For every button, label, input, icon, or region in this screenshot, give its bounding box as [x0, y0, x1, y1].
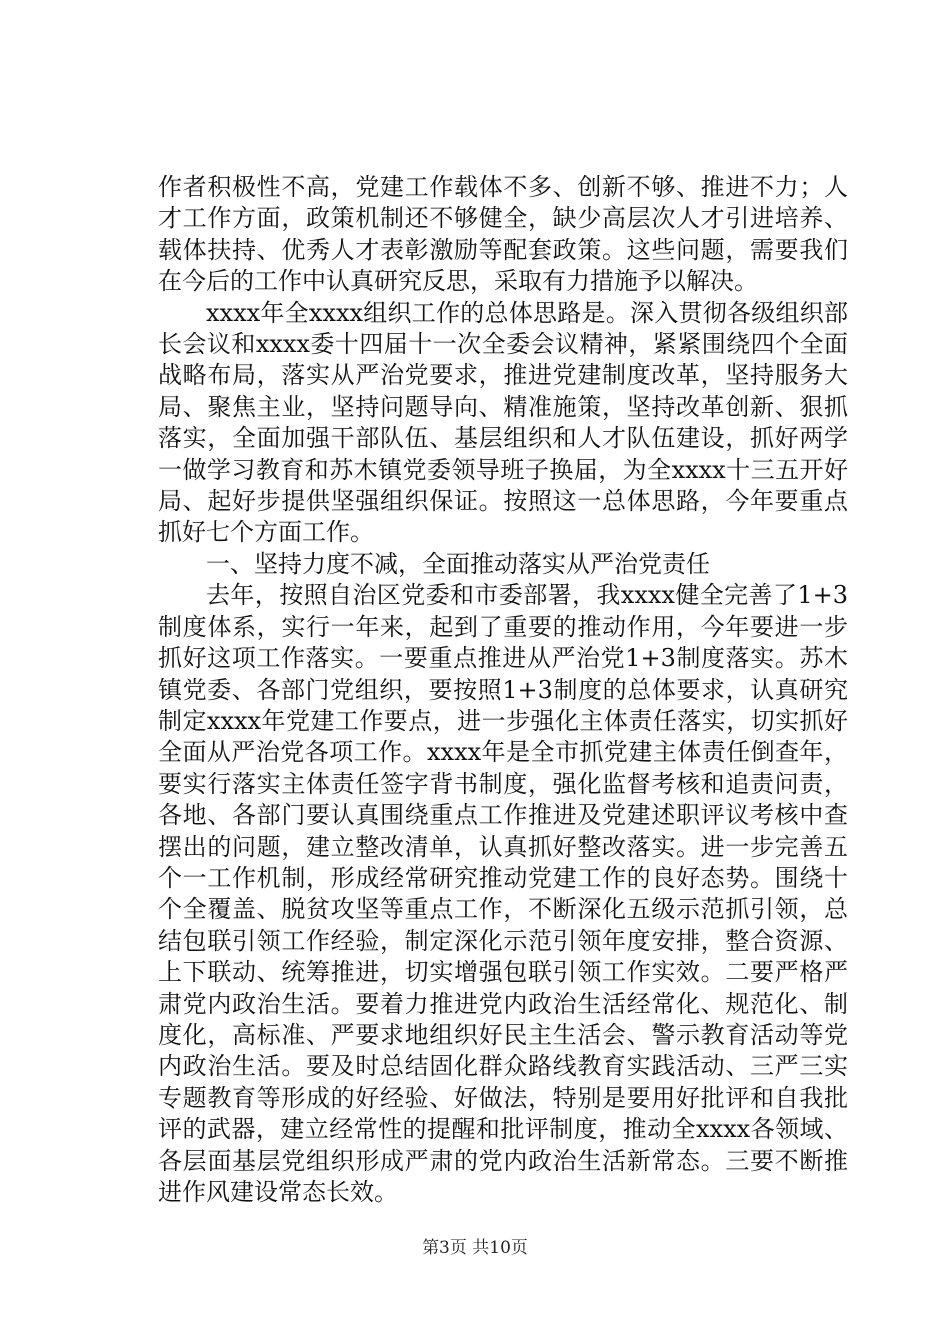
- page-footer: [0, 1237, 950, 1259]
- page-number-label: 第3页 共10页: [422, 1238, 528, 1258]
- paragraph-1: 作者积极性不高，党建工作载体不多、创新不够、推进不力；人才工作方面，政策机制还不够健全，缺少高层次人才引进培养、载体扶持、优秀人才表彰激励等配套政策。这些问题，需要我们在今后的工作中认真研究反思，采取有力措施予以解决。: [158, 173, 848, 296]
- paragraph-3: 去年，按照自治区党委和市委部署，我xxxx健全完善了1+3制度体系，实行一年来，起到了重要的推动作用，今年要进一步抓好这项工作落实。一要重点推进从严治党1+3制度落实。苏木镇党委、各部门党组织，要按照1+3制度的总体要求，认真研究制定xxxx年党建工作要点，进一步强化主体责任落实，切实抓好全面从严治党各项工作。xxxx年是全市抓党建主体责任倒查年，要实行落实主体责任签字背书制度，强化监督考核和追责问责，各地、各部门要认真围绕重点工作推进及党建述职评议考核中查摆出的问题，建立整改清单，认真抓好整改落实。进一步完善五个一工作机制，形成经常研究推动党建工作的良好态势。围绕十个全覆盖、脱贫攻坚等重点工作，不断深化五级示范抓引领，总结包联引领工作经验，制定深化示范引领年度安排，整合资源、上下联动、统筹推进，切实增强包联引领工作实效。二要严格严肃党内政治生活。要着力推进党内政治生活经常化、规范化、制度化，高标准、严要求地组织好民主生活会、警示教育活动等党内政治生活。要及时总结固化群众路线教育实践活动、三严三实专题教育等形成的好经验、好做法，特别是要用好批评和自我批评的武器，建立经常性的提醒和批评制度，推动全xxxx各领域、各层面基层党组织形成严肃的党内政治生活新常态。三要不断推进作风建设常态长效。: [158, 581, 848, 1206]
- section-heading-1: 一、坚持力度不减，全面推动落实从严治党责任: [206, 549, 710, 578]
- paragraph-2: xxxx年全xxxx组织工作的总体思路是。深入贯彻各级组织部长会议和xxxx委十四届十一次全委会议精神，紧紧围绕四个全面战略布局，落实从严治党要求，推进党建制度改革，坚持服务大局、聚焦主业，坚持问题导向、精准施策，坚持改革创新、狠抓落实，全面加强干部队伍、基层组织和人才队伍建设，抓好两学一做学习教育和苏木镇党委领导班子换届，为全xxxx十三五开好局、起好步提供坚强组织保证。按照这一总体思路，今年要重点抓好七个方面工作。: [158, 298, 848, 547]
- document-body: [158, 172, 848, 1208]
